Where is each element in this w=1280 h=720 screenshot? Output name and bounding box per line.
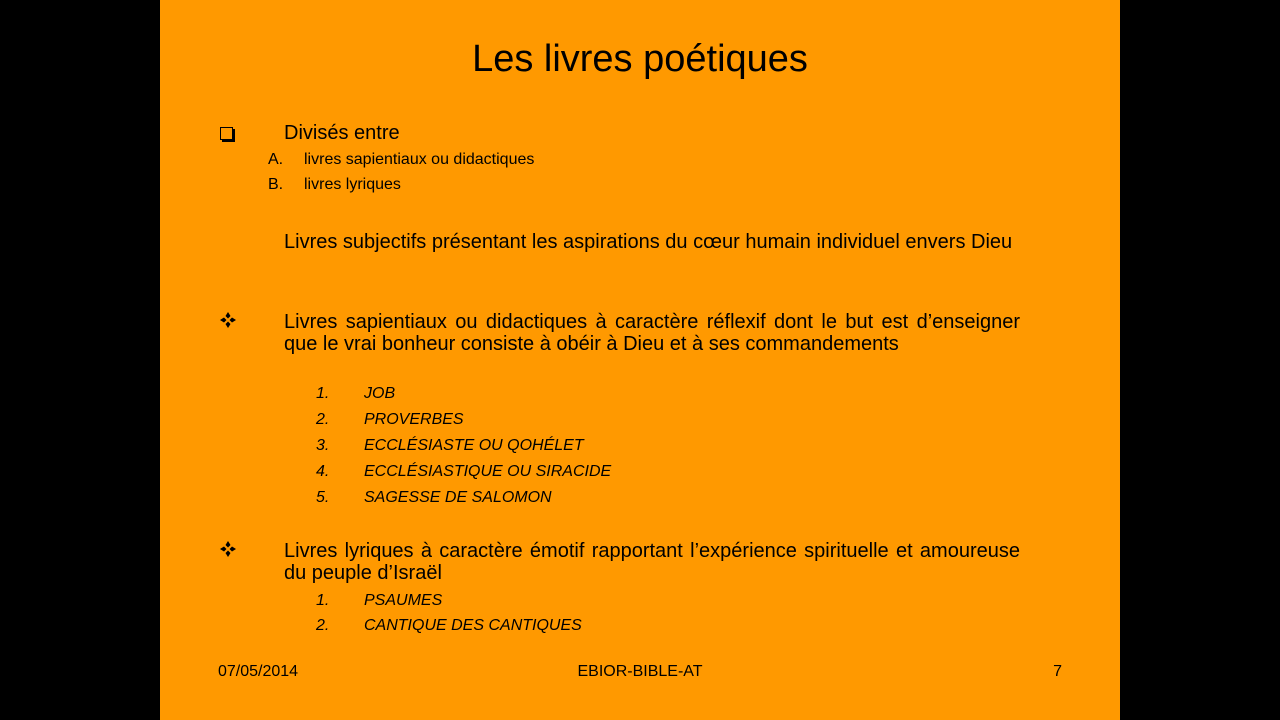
divises-label: Divisés entre <box>284 122 400 144</box>
sapientiaux-paragraph: Livres sapientiaux ou didactiques à caractère réflexif dont le but est d’enseigner que le vrai bonheur consiste à obéir à Dieu et à ses commandements <box>284 311 1020 355</box>
footer-date: 07/05/2014 <box>218 663 299 680</box>
list-item-marker: 4. <box>316 463 330 480</box>
square-bullet-icon <box>220 122 233 145</box>
list-item-text: livres lyriques <box>304 176 401 193</box>
footer-page-number: 7 <box>1053 663 1062 680</box>
list-item-text: livres sapientiaux ou didactiques <box>304 151 535 168</box>
list-item-text: CANTIQUE DES CANTIQUES <box>364 617 582 634</box>
list-item-text: PSAUMES <box>364 592 443 609</box>
list-item-text: ECCLÉSIASTIQUE OU SIRACIDE <box>364 463 612 480</box>
list-item-text: SAGESSE DE SALOMON <box>364 489 552 506</box>
list-item-marker: 1. <box>316 592 330 609</box>
slide-title: Les livres poétiques <box>472 38 808 80</box>
list-item-marker: A. <box>268 151 284 168</box>
list-item-text: PROVERBES <box>364 411 464 428</box>
list-item-text: ECCLÉSIASTE OU QOHÉLET <box>364 437 584 454</box>
lyriques-paragraph: Livres lyriques à caractère émotif rapportant l’expérience spirituelle et amoureuse du peuple d’Israël <box>284 540 1020 584</box>
list-item-marker: 2. <box>316 411 330 428</box>
four-diamond-bullet-icon <box>220 311 236 333</box>
list-item-marker: B. <box>268 176 284 193</box>
slide <box>160 0 1120 720</box>
four-diamond-bullet-icon <box>220 540 236 562</box>
list-item-marker: 1. <box>316 385 330 402</box>
footer-center: EBIOR-BIBLE-AT <box>577 663 703 680</box>
list-item-text: JOB <box>364 385 396 402</box>
list-item-marker: 5. <box>316 489 330 506</box>
list-item-marker: 3. <box>316 437 330 454</box>
list-item-marker: 2. <box>316 617 330 634</box>
subjective-paragraph: Livres subjectifs présentant les aspirations du cœur humain individuel envers Dieu <box>284 231 1013 253</box>
